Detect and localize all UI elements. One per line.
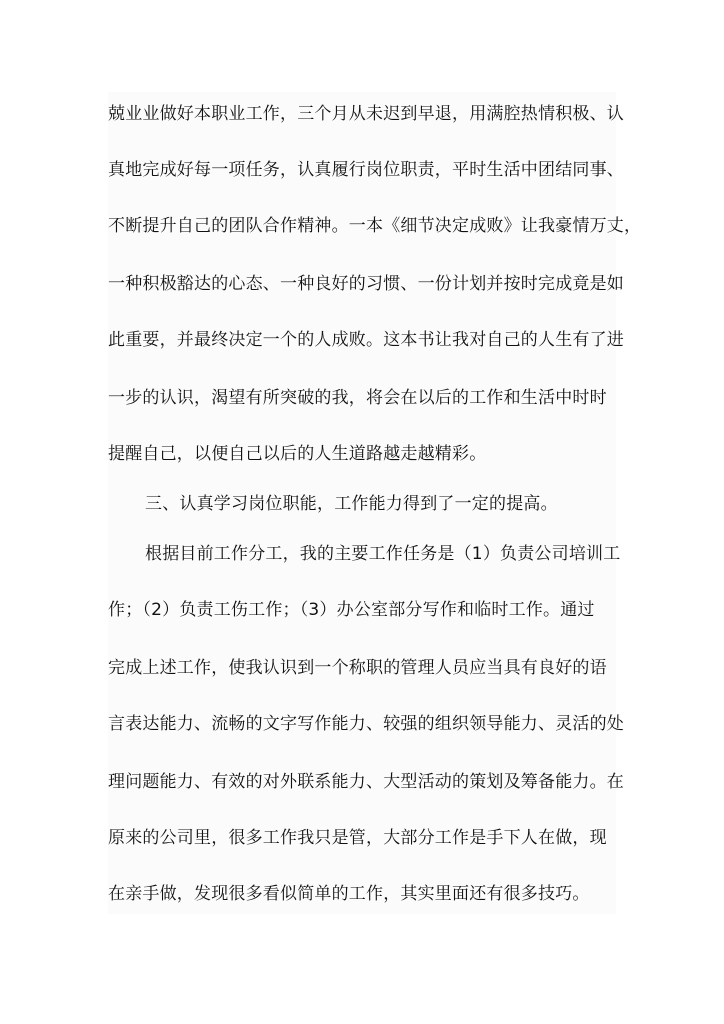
paragraph-line: 言表达能力、流畅的文字写作能力、较强的组织领导能力、灵活的处 [108,714,624,734]
paragraph-line: 一步的认识，渴望有所突破的我，将会在以后的工作和生活中时时 [108,388,607,408]
paragraph-line: 理问题能力、有效的对外联系能力、大型活动的策划及筹备能力。在 [108,772,624,792]
paragraph-line: 原来的公司里，很多工作我只是管，大部分工作是手下人在做，现 [108,828,607,848]
section-heading: 三、认真学习岗位职能，工作能力得到了一定的提高。 [145,494,558,514]
paragraph-line: 作；（2）负责工伤工作；（3）办公室部分写作和临时工作。通过 [108,600,595,620]
paragraph-line: 不断提升自己的团队合作精神。一本《细节决定成败》让我豪情万丈， [108,216,642,236]
paragraph-line: 真地完成好每一项任务，认真履行岗位职责，平时生活中团结同事、 [108,160,624,180]
paragraph-line: 根据目前工作分工，我的主要工作任务是（1）负责公司培训工 [145,544,621,564]
paragraph-line: 完成上述工作，使我认识到一个称职的管理人员应当具有良好的语 [108,658,607,678]
paragraph-line: 提醒自己，以便自己以后的人生道路越走越精彩。 [108,444,487,464]
paragraph-line: 此重要，并最终决定一个的人成败。这本书让我对自己的人生有了进 [108,330,624,350]
paragraph-line: 一种积极豁达的心态、一种良好的习惯、一份计划并按时完成竟是如 [108,274,624,294]
paragraph-line: 兢业业做好本职业工作，三个月从未迟到早退，用满腔热情积极、认 [108,104,624,124]
paragraph-line: 在亲手做，发现很多看似简单的工作，其实里面还有很多技巧。 [108,884,590,904]
